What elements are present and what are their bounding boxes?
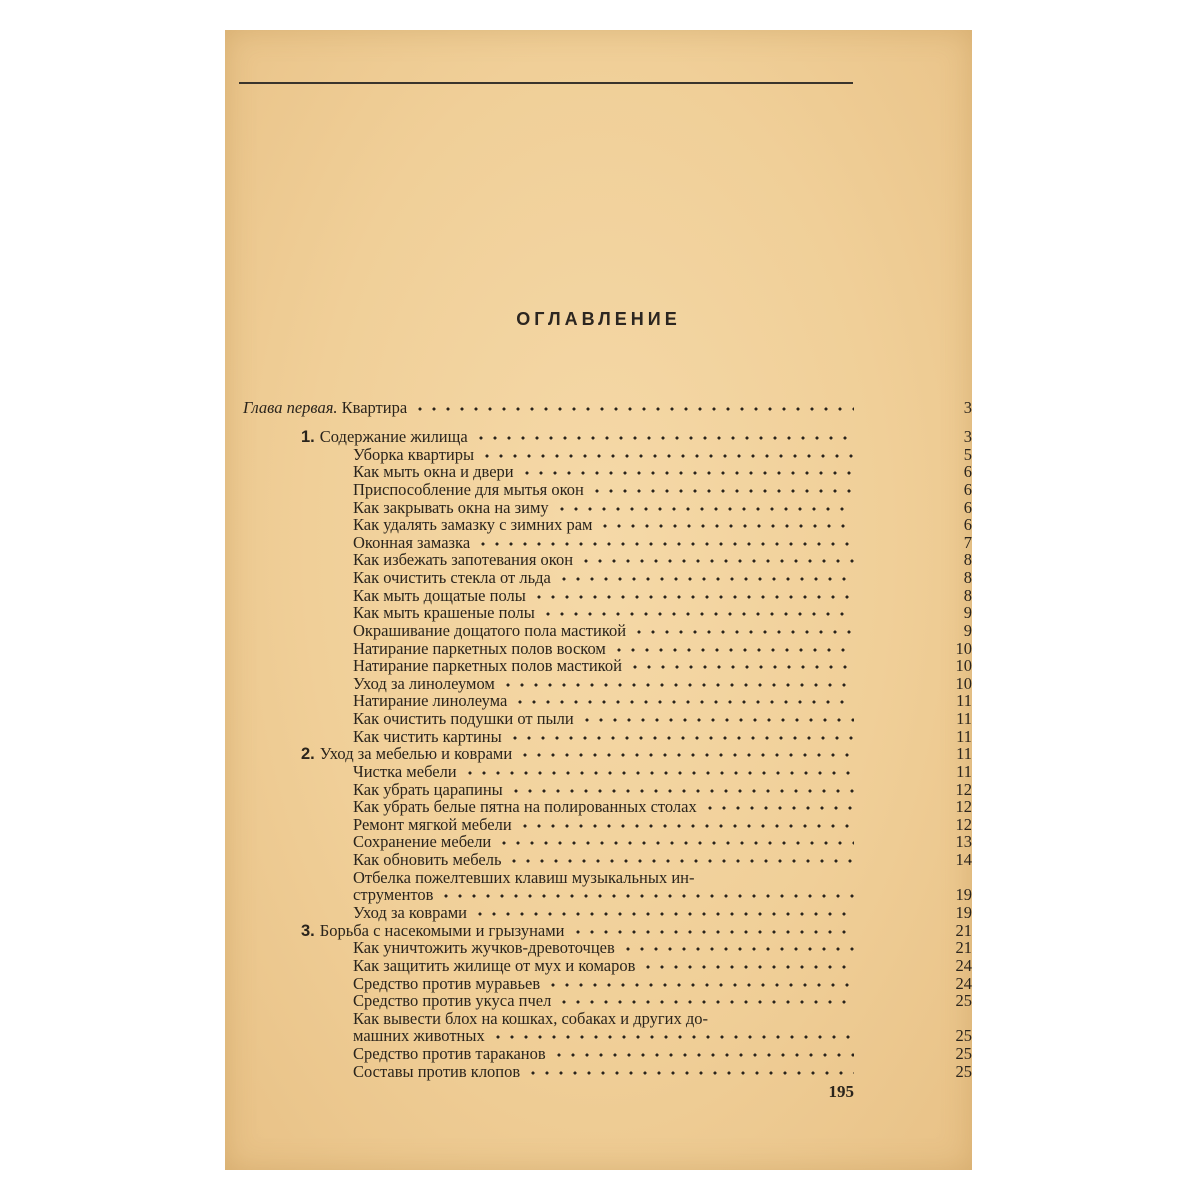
toc-entry — [353, 691, 972, 711]
toc-entry — [353, 1044, 972, 1064]
section-entry — [301, 744, 972, 764]
entry-title: Чистка мебели — [353, 761, 457, 781]
leader-dots — [641, 961, 854, 973]
leader-dots — [491, 1031, 854, 1043]
leader-dots — [557, 573, 854, 585]
leader-dots — [518, 749, 854, 761]
entry-page: 6 — [963, 462, 972, 482]
leader-dots — [508, 732, 854, 744]
entry-page: 25 — [955, 991, 972, 1011]
entry-page: 8 — [963, 585, 972, 605]
toc-entry — [353, 444, 972, 464]
section-number: 2. — [301, 745, 315, 764]
toc-entry — [353, 620, 972, 640]
entry-title: струментов — [353, 885, 434, 905]
entry-page: 5 — [963, 444, 972, 464]
entry-title: Окрашивание дощатого пола мастикой — [353, 620, 627, 640]
leader-dots — [518, 820, 854, 832]
entry-title: Как защитить жилище от мух и комаров — [353, 955, 636, 975]
toc-entry — [353, 938, 972, 958]
book-page — [225, 30, 972, 1170]
entry-page: 9 — [963, 620, 972, 640]
entry-page: 6 — [963, 497, 972, 517]
toc-entry — [353, 532, 972, 552]
entry-page: 3 — [963, 427, 972, 446]
entry-title: Оконная замазка — [353, 532, 471, 552]
entry-title: Средство против муравьев — [353, 973, 541, 993]
toc-entry — [353, 550, 972, 570]
entry-page: 13 — [955, 832, 972, 852]
entry-title: Натирание паркетных полов воском — [353, 638, 606, 658]
entry-page: 19 — [955, 903, 972, 922]
entry-title: Средство против тараканов — [353, 1044, 546, 1064]
toc-entry — [353, 497, 972, 517]
entry-title: Приспособление для мытья окон — [353, 479, 584, 499]
leader-dots — [579, 555, 854, 567]
leader-dots — [546, 979, 854, 991]
entry-page: 11 — [956, 691, 972, 711]
entry-page: 10 — [955, 638, 972, 658]
leader-dots — [526, 1067, 854, 1079]
toc-entry — [353, 885, 972, 905]
toc-entry — [353, 656, 972, 676]
leader-dots — [509, 785, 854, 797]
entry-page: 25 — [955, 1044, 972, 1064]
entry-page: 8 — [963, 568, 972, 588]
leader-dots — [501, 679, 854, 691]
entry-title: Средство против укуса пчел — [353, 991, 552, 1011]
entry-page: 21 — [955, 938, 972, 958]
entry-title: Отбелка пожелтевших клавиш музыкальных ин- — [353, 867, 695, 887]
entry-page: 11 — [956, 761, 972, 781]
leader-dots — [532, 591, 854, 603]
entry-title: Как мыть дощатые полы — [353, 585, 526, 605]
toc-entry — [353, 638, 972, 658]
leader-dots — [571, 926, 854, 938]
toc-entry — [353, 955, 972, 975]
leader-dots — [541, 608, 854, 620]
entry-page: 12 — [955, 779, 972, 799]
entry-title: Как мыть крашеные полы — [353, 603, 535, 623]
toc-entry — [353, 1026, 972, 1046]
toc-entry — [353, 814, 972, 834]
entry-title: Как очистить подушки от пыли — [353, 709, 574, 729]
leader-dots — [621, 943, 854, 955]
entry-page: 14 — [955, 850, 972, 870]
entry-title: Уборка квартиры — [353, 444, 475, 464]
entry-title: Уход за коврами — [353, 903, 467, 922]
section-entry — [301, 920, 972, 940]
toc-entry — [353, 709, 972, 729]
toc-entry — [353, 973, 972, 993]
leader-dots — [703, 802, 854, 814]
chapter-title: Квартира — [341, 398, 408, 417]
leader-dots — [598, 520, 854, 532]
leader-dots — [520, 467, 854, 479]
entry-page: 11 — [956, 744, 972, 764]
toc-entry — [353, 603, 972, 623]
toc-entry — [353, 850, 972, 870]
entry-page: 7 — [963, 532, 972, 552]
entry-page: 6 — [963, 479, 972, 499]
entry-title: Натирание паркетных полов мастикой — [353, 656, 622, 676]
toc-entry — [353, 779, 972, 799]
section-entry — [301, 427, 972, 446]
toc-entry — [353, 515, 972, 535]
entry-title: Содержание жилища — [319, 427, 468, 446]
toc-entry — [353, 1061, 972, 1081]
leader-dots — [552, 1049, 854, 1061]
entry-title: Составы против клопов — [353, 1061, 521, 1081]
entry-title: Как убрать белые пятна на полированных столах — [353, 797, 697, 817]
entry-page: 12 — [955, 814, 972, 834]
page-title: ОГЛАВЛЕНИЕ — [516, 309, 681, 329]
toc-entry — [353, 585, 972, 605]
toc-entry — [353, 991, 972, 1011]
entry-title: Уход за линолеумом — [353, 673, 495, 693]
leader-dots — [474, 432, 854, 444]
entry-title: Как чистить картины — [353, 726, 502, 746]
page-number: 195 — [828, 1082, 854, 1101]
entry-title: Борьба с насекомыми и грызунами — [319, 920, 565, 940]
chapter-entry — [243, 398, 972, 417]
chapter-page: 3 — [963, 398, 972, 417]
leader-dots — [439, 890, 854, 902]
entry-page: 19 — [955, 885, 972, 905]
chapter-label: Глава первая. — [243, 398, 338, 417]
leader-dots — [557, 996, 854, 1008]
toc-entry — [353, 462, 972, 482]
entry-page: 10 — [955, 673, 972, 693]
entry-title: Как вывести блох на кошках, собаках и других до- — [353, 1008, 708, 1028]
leader-dots — [413, 403, 854, 415]
toc-entry — [353, 726, 972, 746]
entry-title: Как избежать запотевания окон — [353, 550, 574, 570]
entry-title: Натирание линолеума — [353, 691, 508, 711]
leader-dots — [507, 855, 854, 867]
leader-dots — [473, 908, 854, 920]
toc-entry — [353, 568, 972, 588]
leader-dots — [513, 696, 854, 708]
toc-entry — [353, 673, 972, 693]
leader-dots — [612, 644, 854, 656]
entry-page: 10 — [955, 656, 972, 676]
leader-dots — [497, 837, 854, 849]
entry-title: Как закрывать окна на зиму — [353, 497, 549, 517]
entry-page: 24 — [955, 973, 972, 993]
entry-page: 12 — [955, 797, 972, 817]
entry-page: 11 — [956, 726, 972, 746]
entry-page: 9 — [963, 603, 972, 623]
leader-dots — [590, 485, 854, 497]
entry-page: 6 — [963, 515, 972, 535]
leader-dots — [580, 714, 854, 726]
entry-title: Как мыть окна и двери — [353, 462, 514, 482]
toc-entry — [353, 903, 972, 922]
entry-page: 21 — [955, 920, 972, 940]
leader-dots — [555, 503, 854, 515]
entry-page: 8 — [963, 550, 972, 570]
leader-dots — [463, 767, 854, 779]
entry-title: Как обновить мебель — [353, 850, 502, 870]
section-number: 3. — [301, 921, 315, 940]
entry-page: 11 — [956, 709, 972, 729]
toc-entry — [353, 761, 972, 781]
entry-title: Как очистить стекла от льда — [353, 568, 551, 588]
section-number: 1. — [301, 428, 315, 446]
entry-title: Уход за мебелью и коврами — [319, 744, 513, 764]
leader-dots — [480, 450, 854, 462]
entry-title: Сохранение мебели — [353, 832, 492, 852]
entry-title: Как убрать царапины — [353, 779, 503, 799]
entry-title: машних животных — [353, 1026, 485, 1046]
toc-entry — [353, 832, 972, 852]
entry-page: 25 — [955, 1026, 972, 1046]
toc-entry — [353, 797, 972, 817]
entry-title: Ремонт мягкой мебели — [353, 814, 512, 834]
entry-page: 24 — [955, 955, 972, 975]
entry-title: Как уничтожить жучков-древоточцев — [353, 938, 615, 958]
leader-dots — [476, 538, 854, 550]
leader-dots — [632, 626, 854, 638]
toc-entry — [353, 479, 972, 499]
toc-entry — [353, 1010, 862, 1028]
leader-dots — [628, 661, 854, 673]
toc-entry — [353, 869, 862, 887]
header-rule — [239, 82, 853, 84]
entry-page: 25 — [955, 1061, 972, 1081]
entry-title: Как удалять замазку с зимних рам — [353, 515, 593, 535]
